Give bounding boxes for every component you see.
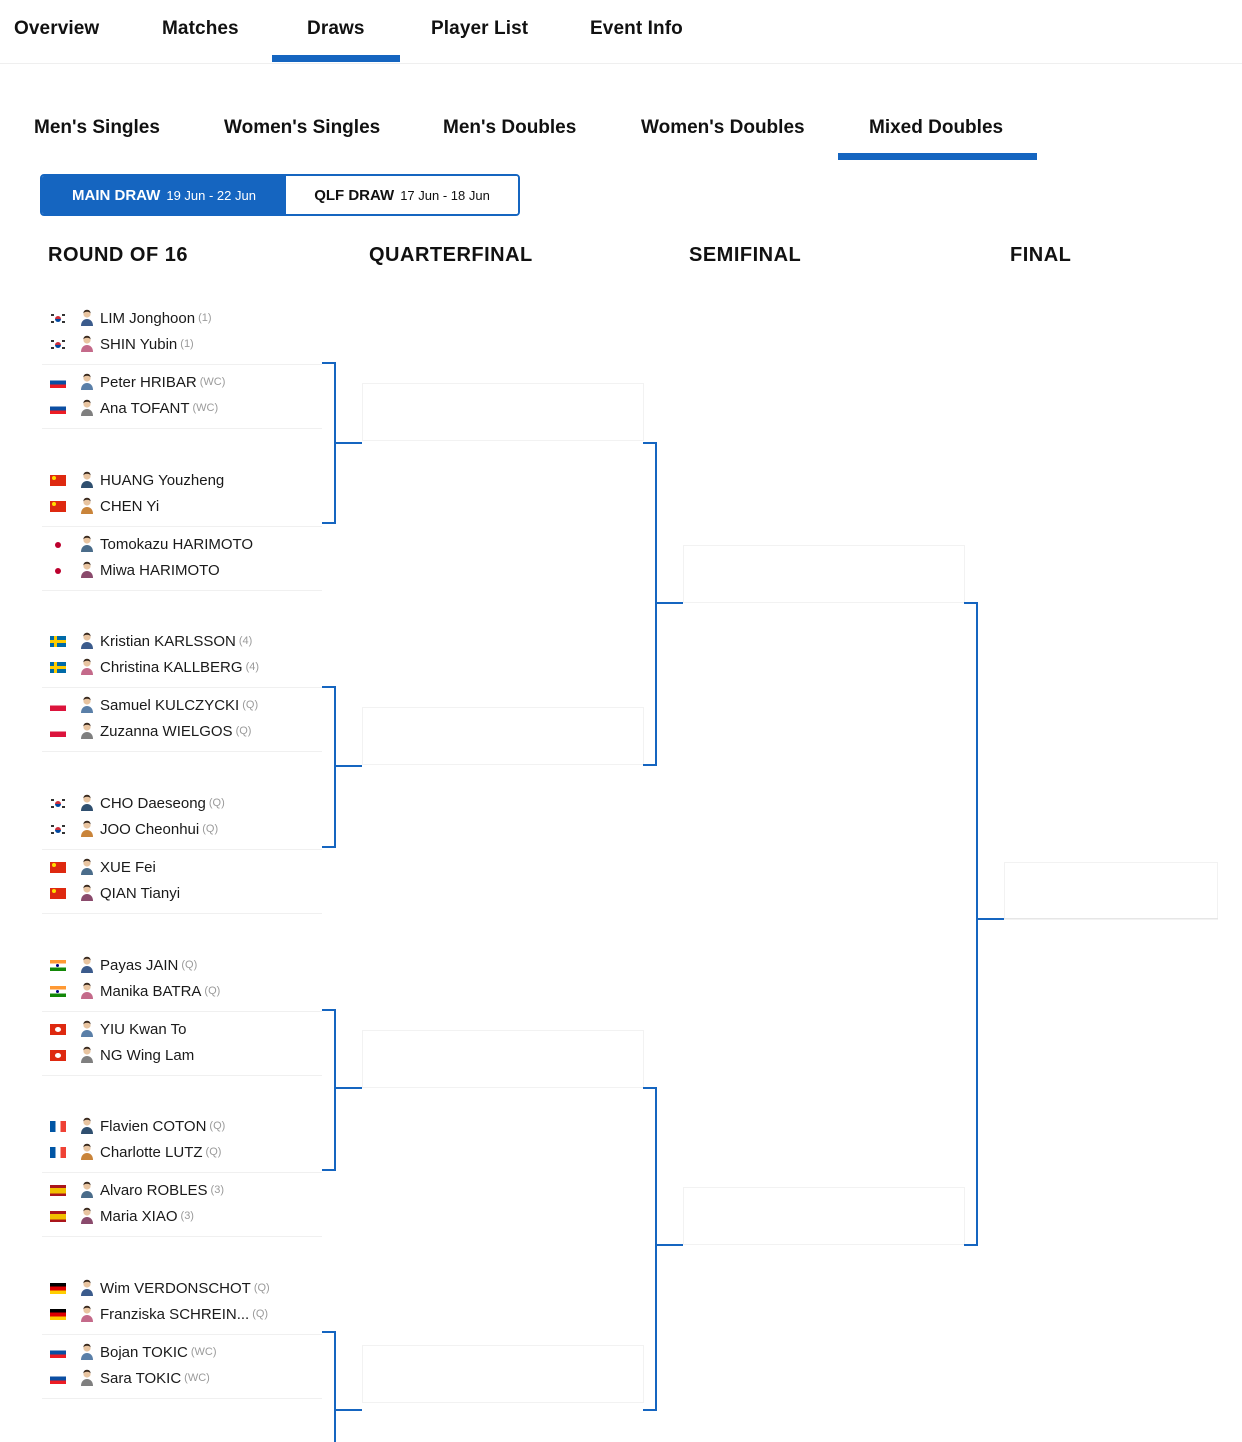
bracket-line: [336, 1409, 362, 1411]
player-seed: (Q): [205, 1146, 222, 1158]
final-header: FINAL: [1010, 244, 1072, 266]
player-avatar-icon: [78, 399, 96, 417]
player-row: [42, 1303, 268, 1325]
bracket-connector: [322, 1009, 336, 1171]
bracket-connector: [322, 362, 336, 524]
main-draw-button[interactable]: [42, 176, 286, 214]
swe-flag-icon: [50, 662, 66, 673]
player-row: [42, 1179, 224, 1201]
player-name[interactable]: Zuzanna WIELGOS: [100, 722, 233, 740]
player-row: [42, 371, 225, 393]
tab-draws[interactable]: Draws: [307, 18, 365, 39]
qlf-draw-label: QLF DRAW: [314, 186, 395, 204]
player-avatar-icon: [78, 884, 96, 902]
fra-flag-icon: [50, 1147, 66, 1158]
player-row: [42, 954, 197, 976]
player-row: [42, 792, 225, 814]
player-seed: (Q): [253, 1282, 270, 1294]
ger-flag-icon: [50, 1309, 66, 1320]
player-row: [42, 1044, 197, 1066]
player-row: [42, 469, 227, 491]
bracket-line: [978, 918, 1004, 920]
tab-matches[interactable]: Matches: [162, 18, 239, 39]
player-seed: (3): [180, 1210, 194, 1222]
player-avatar-icon: [78, 1207, 96, 1225]
player-name[interactable]: Kristian KARLSSON: [100, 632, 236, 650]
chn-flag-icon: [50, 888, 66, 899]
player-row: [42, 656, 259, 678]
player-seed: (4): [238, 635, 253, 647]
player-avatar-icon: [78, 956, 96, 974]
match-card[interactable]: [42, 1175, 322, 1237]
player-seed: (Q): [209, 1120, 226, 1132]
player-seed: (1): [180, 338, 194, 350]
player-avatar-icon: [78, 1143, 96, 1161]
player-seed: (Q): [242, 699, 259, 711]
match-card[interactable]: [42, 1337, 322, 1399]
ind-flag-icon: [50, 986, 66, 997]
player-avatar-icon: [78, 1117, 96, 1135]
player-seed: (WC): [199, 376, 226, 388]
player-name[interactable]: QIAN Tianyi: [100, 884, 181, 902]
player-row: [42, 495, 162, 517]
player-avatar-icon: [78, 696, 96, 714]
top-nav: [0, 0, 1242, 64]
player-row: [42, 694, 258, 716]
bracket-line: [336, 1087, 362, 1089]
player-name[interactable]: Christina KALLBERG: [100, 658, 243, 676]
player-avatar-icon: [78, 1020, 96, 1038]
player-avatar-icon: [78, 1343, 96, 1361]
tab-mens-doubles[interactable]: Men's Doubles: [443, 117, 577, 138]
empty-match-slot: [362, 1345, 644, 1403]
player-avatar-icon: [78, 820, 96, 838]
qlf-draw-button[interactable]: [286, 176, 518, 214]
player-name[interactable]: Franziska SCHREIN...: [100, 1305, 250, 1323]
active-tab-indicator: [272, 55, 400, 62]
slo-flag-icon: [50, 403, 66, 414]
empty-match-slot: [1004, 862, 1218, 920]
bracket-line: [336, 442, 362, 444]
tab-mixed-doubles[interactable]: Mixed Doubles: [869, 117, 1004, 138]
player-avatar-icon: [78, 1279, 96, 1297]
active-event-indicator: [838, 153, 1037, 160]
player-name[interactable]: HUANG Youzheng: [100, 471, 225, 489]
kor-flag-icon: [50, 313, 66, 324]
match-card[interactable]: [42, 950, 322, 1012]
empty-match-slot: [362, 707, 644, 765]
match-card[interactable]: [42, 788, 322, 850]
match-card[interactable]: [42, 465, 322, 527]
player-seed: (WC): [192, 402, 219, 414]
match-card[interactable]: [42, 852, 322, 914]
player-avatar-icon: [78, 335, 96, 353]
player-row: [42, 980, 220, 1002]
match-card[interactable]: [42, 303, 322, 365]
empty-match-slot: [683, 1187, 965, 1245]
player-row: [42, 818, 218, 840]
player-name[interactable]: Charlotte LUTZ: [100, 1143, 203, 1161]
player-name[interactable]: LIM Jonghoon: [100, 309, 196, 327]
semifinal-header: SEMIFINAL: [689, 244, 802, 266]
player-avatar-icon: [78, 1369, 96, 1387]
chn-flag-icon: [50, 501, 66, 512]
bracket-connector: [643, 442, 657, 766]
player-name[interactable]: Tomokazu HARIMOTO: [100, 535, 254, 553]
match-card[interactable]: [42, 1111, 322, 1173]
player-row: [42, 1018, 189, 1040]
player-avatar-icon: [78, 373, 96, 391]
bracket-line: [1004, 918, 1218, 919]
slo-flag-icon: [50, 1373, 66, 1384]
player-seed: (Q): [235, 725, 252, 737]
player-row: [42, 333, 194, 355]
player-name[interactable]: XUE Fei: [100, 858, 156, 876]
main-draw-dates: 19 Jun - 22 Jun: [166, 187, 256, 203]
player-avatar-icon: [78, 561, 96, 579]
player-seed: (Q): [208, 797, 225, 809]
chn-flag-icon: [50, 475, 66, 486]
player-avatar-icon: [78, 471, 96, 489]
player-avatar-icon: [78, 632, 96, 650]
bracket-connector: [643, 1087, 657, 1411]
player-avatar-icon: [78, 1181, 96, 1199]
slo-flag-icon: [50, 1347, 66, 1358]
empty-match-slot: [683, 545, 965, 603]
tab-mens-singles[interactable]: Men's Singles: [34, 117, 160, 138]
player-name[interactable]: Flavien COTON: [100, 1117, 207, 1135]
player-name[interactable]: Sara TOKIC: [100, 1369, 182, 1387]
player-row: [42, 1277, 270, 1299]
player-seed: (Q): [252, 1308, 269, 1320]
round-of-16-header: ROUND OF 16: [48, 244, 188, 266]
bracket-line: [657, 602, 683, 604]
player-row: [42, 882, 183, 904]
player-avatar-icon: [78, 497, 96, 515]
kor-flag-icon: [50, 339, 66, 350]
hkg-flag-icon: [50, 1050, 66, 1061]
quarterfinal-header: QUARTERFINAL: [369, 244, 533, 266]
player-row: [42, 1367, 210, 1389]
player-avatar-icon: [78, 1046, 96, 1064]
player-row: [42, 559, 223, 581]
bracket-connector: [322, 1331, 336, 1442]
player-name[interactable]: Miwa HARIMOTO: [100, 561, 220, 579]
match-card[interactable]: [42, 529, 322, 591]
player-row: [42, 307, 212, 329]
fra-flag-icon: [50, 1121, 66, 1132]
swe-flag-icon: [50, 636, 66, 647]
player-name[interactable]: Payas JAIN: [100, 956, 179, 974]
bracket-connector: [322, 686, 336, 848]
match-card[interactable]: [42, 1014, 322, 1076]
pol-flag-icon: [50, 726, 66, 737]
esp-flag-icon: [50, 1211, 66, 1222]
player-row: [42, 1341, 216, 1363]
player-avatar-icon: [78, 658, 96, 676]
player-row: [42, 397, 218, 419]
player-seed: (3): [210, 1184, 224, 1196]
player-name[interactable]: CHEN Yi: [100, 497, 160, 515]
player-avatar-icon: [78, 309, 96, 327]
tab-event-info[interactable]: Event Info: [590, 18, 683, 39]
match-card[interactable]: [42, 367, 322, 429]
player-name[interactable]: Alvaro ROBLES: [100, 1181, 208, 1199]
player-name[interactable]: CHO Daeseong: [100, 794, 206, 812]
player-name[interactable]: Maria XIAO: [100, 1207, 178, 1225]
kor-flag-icon: [50, 824, 66, 835]
player-seed: (Q): [204, 985, 221, 997]
player-name[interactable]: Ana TOFANT: [100, 399, 190, 417]
player-name[interactable]: YIU Kwan To: [100, 1020, 187, 1038]
player-name[interactable]: NG Wing Lam: [100, 1046, 195, 1064]
kor-flag-icon: [50, 798, 66, 809]
player-avatar-icon: [78, 858, 96, 876]
player-row: [42, 533, 256, 555]
tab-womens-doubles[interactable]: Women's Doubles: [641, 117, 805, 138]
player-name[interactable]: SHIN Yubin: [100, 335, 178, 353]
bracket-line: [657, 1244, 683, 1246]
player-row: [42, 856, 159, 878]
draw-toggle: [40, 174, 520, 216]
player-seed: (WC): [184, 1372, 210, 1384]
player-seed: (WC): [190, 1346, 217, 1358]
player-name[interactable]: Bojan TOKIC: [100, 1343, 188, 1361]
player-row: [42, 1115, 225, 1137]
ind-flag-icon: [50, 960, 66, 971]
player-row: [42, 1205, 194, 1227]
tab-player-list[interactable]: Player List: [431, 18, 529, 39]
pol-flag-icon: [50, 700, 66, 711]
player-row: [42, 720, 251, 742]
player-name[interactable]: JOO Cheonhui: [100, 820, 200, 838]
bracket-line: [336, 765, 362, 767]
player-seed: (1): [198, 312, 212, 324]
match-card[interactable]: [42, 626, 322, 688]
player-name[interactable]: Manika BATRA: [100, 982, 202, 1000]
jpn-flag-icon: [50, 565, 66, 576]
player-name[interactable]: Peter HRIBAR: [100, 373, 197, 391]
player-avatar-icon: [78, 982, 96, 1000]
player-name[interactable]: Wim VERDONSCHOT: [100, 1279, 251, 1297]
player-avatar-icon: [78, 722, 96, 740]
match-card[interactable]: [42, 1273, 322, 1335]
ger-flag-icon: [50, 1283, 66, 1294]
player-seed: (Q): [202, 823, 219, 835]
player-avatar-icon: [78, 794, 96, 812]
player-avatar-icon: [78, 1305, 96, 1323]
bracket-connector: [964, 602, 978, 1246]
player-row: [42, 1141, 221, 1163]
player-avatar-icon: [78, 535, 96, 553]
player-name[interactable]: Samuel KULCZYCKI: [100, 696, 240, 714]
tab-overview[interactable]: Overview: [14, 18, 100, 39]
chn-flag-icon: [50, 862, 66, 873]
player-row: [42, 630, 252, 652]
hkg-flag-icon: [50, 1024, 66, 1035]
empty-match-slot: [362, 383, 644, 441]
player-seed: (Q): [181, 959, 198, 971]
empty-match-slot: [362, 1030, 644, 1088]
tab-womens-singles[interactable]: Women's Singles: [224, 117, 381, 138]
player-seed: (4): [245, 661, 260, 673]
main-draw-label: MAIN DRAW: [72, 186, 161, 204]
jpn-flag-icon: [50, 539, 66, 550]
qlf-draw-dates: 17 Jun - 18 Jun: [400, 187, 490, 203]
match-card[interactable]: [42, 690, 322, 752]
slo-flag-icon: [50, 377, 66, 388]
esp-flag-icon: [50, 1185, 66, 1196]
